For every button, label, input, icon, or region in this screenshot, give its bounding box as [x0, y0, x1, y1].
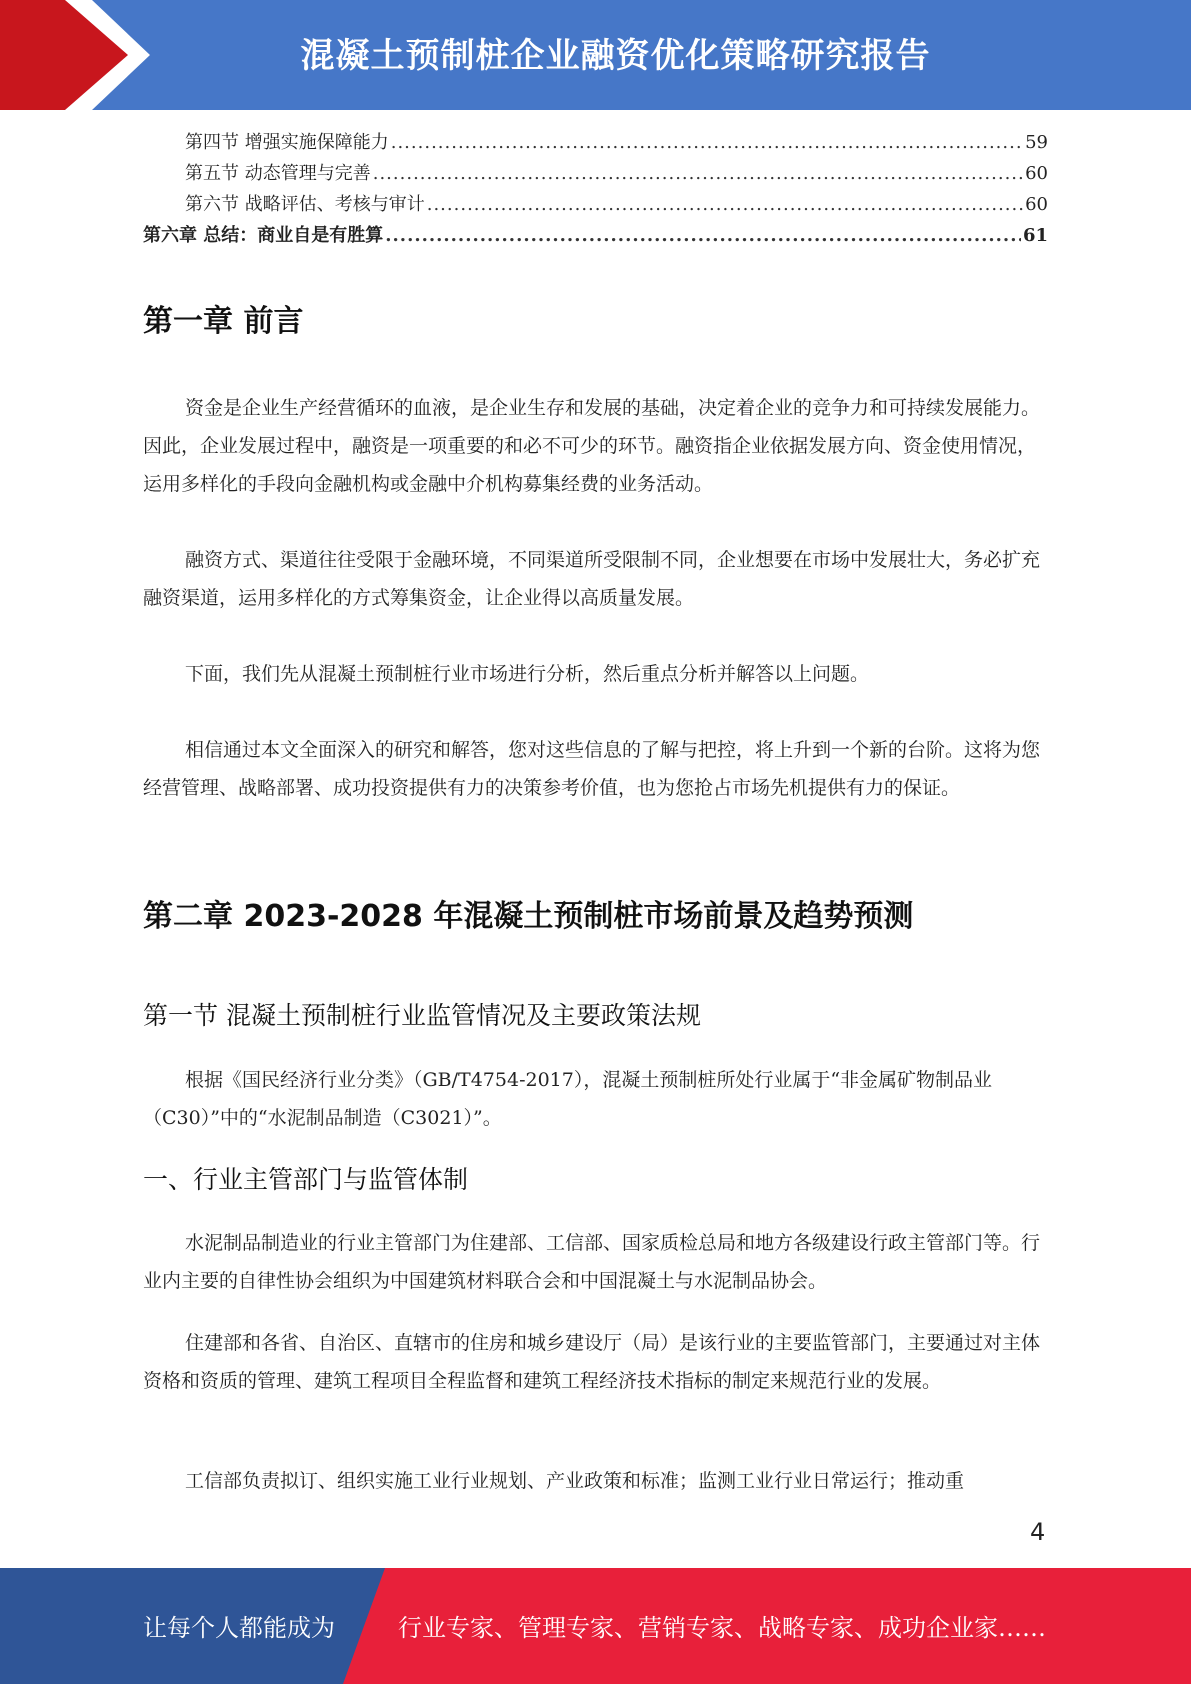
toc-entry-title: 第四节 增强实施保障能力: [185, 132, 389, 153]
footer-slogan-left: 让每个人都能成为: [143, 1614, 335, 1642]
toc-entry-title: 第六章 总结：商业自是有胜算: [143, 225, 384, 246]
footer-banner: [0, 1568, 1191, 1684]
toc-entry-page: 59: [1025, 132, 1048, 153]
toc-entry-page: 60: [1025, 163, 1048, 184]
toc-leader: [391, 132, 1023, 153]
toc-leader: [427, 194, 1023, 215]
section1-heading: 第一节 混凝土预制桩行业监管情况及主要政策法规: [143, 1001, 701, 1030]
toc-entry-chapter[interactable]: [143, 221, 1048, 252]
page-number: 4: [1030, 1518, 1046, 1546]
chapter1-paragraph: 融资方式、渠道往往受限于金融环境，不同渠道所受限制不同，企业想要在市场中发展壮大，务必扩充融资渠道，运用多样化的方式筹集资金，让企业得以高质量发展。: [143, 549, 1041, 609]
chapter1-heading: 第一章 前言: [143, 304, 304, 339]
chapter2-heading: 第二章 2023-2028 年混凝土预制桩市场前景及趋势预测: [143, 899, 914, 934]
toc-leader: [373, 163, 1023, 184]
subsection1-paragraph: 住建部和各省、自治区、直辖市的住房和城乡建设厅（局）是该行业的主要监管部门，主要通过对主体资格和资质的管理、建筑工程项目全程监督和建筑工程经济技术指标的制定来规范行业的发展。: [143, 1332, 1041, 1392]
footer-slogan-right: 行业专家、管理专家、营销专家、战略专家、成功企业家……: [398, 1614, 1046, 1642]
toc-entry[interactable]: [143, 190, 1048, 221]
chapter1-paragraph: 下面，我们先从混凝土预制桩行业市场进行分析，然后重点分析并解答以上问题。: [185, 663, 870, 685]
toc-entry-page: 60: [1025, 194, 1048, 215]
subsection1-heading: 一、行业主管部门与监管体制: [143, 1165, 469, 1194]
subsection1-paragraph: 水泥制品制造业的行业主管部门为住建部、工信部、国家质检总局和地方各级建设行政主管部门等。行业内主要的自律性协会组织为中国建筑材料联合会和中国混凝土与水泥制品协会。: [143, 1232, 1041, 1292]
subsection1-paragraph: 工信部负责拟订、组织实施工业行业规划、产业政策和标准；监测工业行业日常运行；推动重: [185, 1470, 965, 1492]
header-banner: [0, 0, 1191, 110]
section1-paragraph: 根据《国民经济行业分类》（GB/T4754-2017），混凝土预制桩所处行业属于“非金属矿物制品业（C30）”中的“水泥制品制造（C3021）”。: [143, 1069, 993, 1129]
chapter1-paragraph: 资金是企业生产经营循环的血液，是企业生存和发展的基础，决定着企业的竞争力和可持续发展能力。因此，企业发展过程中，融资是一项重要的和必不可少的环节。融资指企业依据发展方向、资金使用情况，运用多样化的手段向金融机构或金融中介机构募集经费的业务活动。: [143, 397, 1041, 495]
toc-entry-page: 61: [1022, 225, 1048, 246]
toc-entry[interactable]: [143, 159, 1048, 190]
table-of-contents: [143, 128, 1048, 252]
toc-entry[interactable]: [143, 128, 1048, 159]
chapter1-paragraph: 相信通过本文全面深入的研究和解答，您对这些信息的了解与把控，将上升到一个新的台阶。这将为您经营管理、战略部署、成功投资提供有力的决策参考价值，也为您抢占市场先机提供有力的保证。: [143, 739, 1041, 799]
toc-leader: [385, 225, 1021, 246]
report-title: 混凝土预制桩企业融资优化策略研究报告: [300, 36, 931, 76]
toc-entry-title: 第五节 动态管理与完善: [185, 163, 371, 184]
toc-entry-title: 第六节 战略评估、考核与审计: [185, 194, 425, 215]
